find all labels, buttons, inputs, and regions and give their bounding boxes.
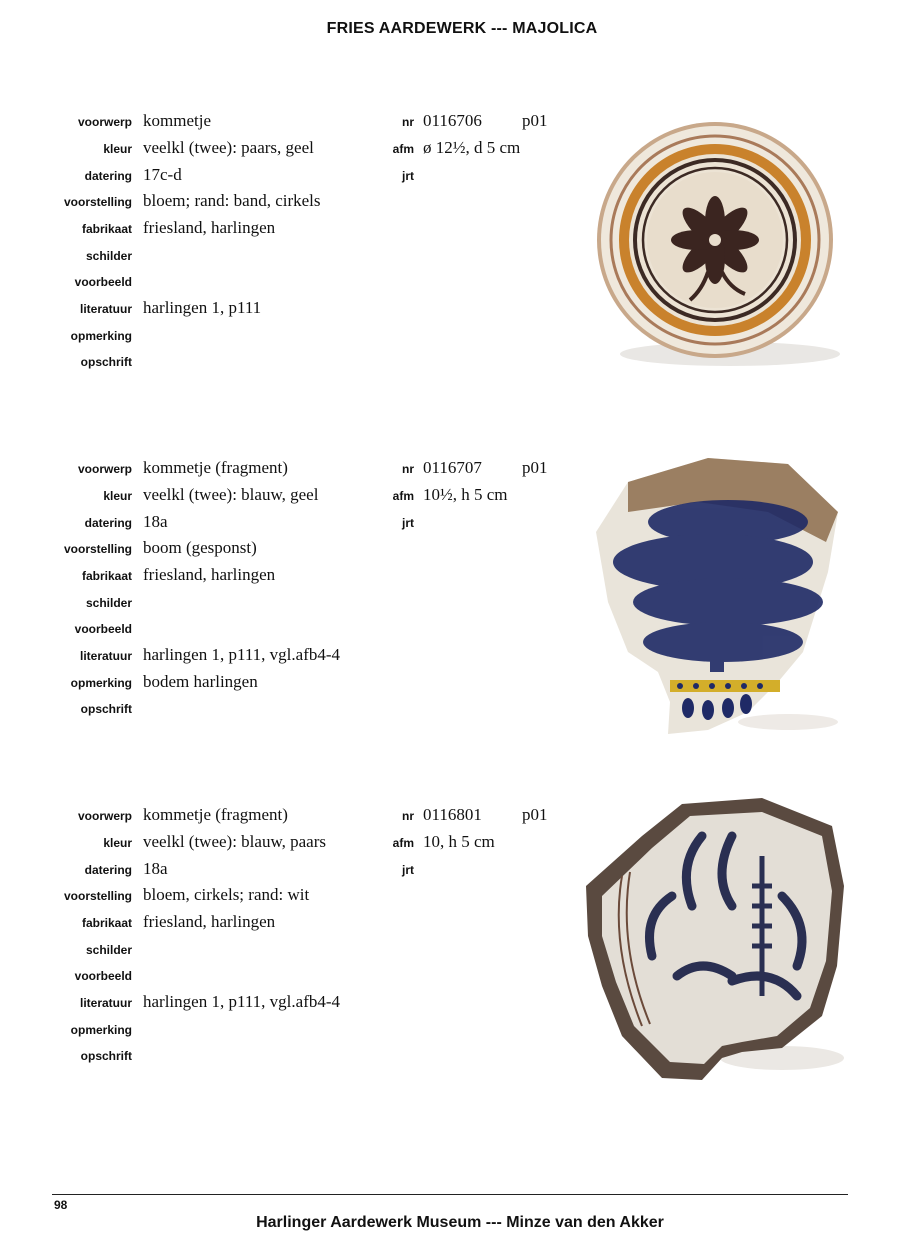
- label-voorbeeld: voorbeeld: [74, 969, 132, 983]
- value-datering: 17c-d: [143, 165, 182, 184]
- value-kleur: veelkl (twee): paars, geel: [143, 138, 314, 157]
- label-jrt: jrt: [402, 863, 414, 877]
- label-voorstelling: voorstelling: [63, 195, 132, 209]
- label-voorwerp: voorwerp: [77, 809, 132, 823]
- label-datering: datering: [84, 169, 132, 183]
- value-datering: 18a: [143, 512, 168, 531]
- label-nr: nr: [402, 115, 414, 129]
- value-literatuur: harlingen 1, p111: [143, 298, 262, 317]
- label-fabrikaat: fabrikaat: [81, 222, 132, 236]
- value-voorwerp: kommetje: [143, 111, 211, 130]
- label-nr: nr: [402, 809, 414, 823]
- label-nr: nr: [402, 462, 414, 476]
- value-voorstelling: bloem; rand: band, cirkels: [143, 191, 321, 210]
- value-afm: ø 12½, d 5 cm: [423, 138, 521, 157]
- value-voorwerp: kommetje (fragment): [143, 458, 288, 477]
- value-kleur: veelkl (twee): blauw, paars: [143, 832, 326, 851]
- label-kleur: kleur: [103, 489, 132, 503]
- label-voorbeeld: voorbeeld: [74, 622, 132, 636]
- value-literatuur: harlingen 1, p111, vgl.afb4-4: [143, 645, 341, 664]
- label-voorstelling: voorstelling: [63, 889, 132, 903]
- label-literatuur: literatuur: [79, 302, 132, 316]
- page-number: 98: [54, 1198, 68, 1212]
- label-voorwerp: voorwerp: [77, 462, 132, 476]
- label-fabrikaat: fabrikaat: [81, 569, 132, 583]
- label-kleur: kleur: [103, 836, 132, 850]
- page-header-title: FRIES AARDEWERK --- MAJOLICA: [326, 20, 598, 37]
- label-kleur: kleur: [103, 142, 132, 156]
- label-voorbeeld: voorbeeld: [74, 275, 132, 289]
- label-schilder: schilder: [85, 249, 132, 263]
- value-voorwerp: kommetje (fragment): [143, 805, 288, 824]
- value-code: p01: [522, 111, 548, 130]
- value-literatuur: harlingen 1, p111, vgl.afb4-4: [143, 992, 341, 1011]
- value-datering: 18a: [143, 859, 168, 878]
- value-fabrikaat: friesland, harlingen: [143, 218, 276, 237]
- label-opmerking: opmerking: [70, 1023, 132, 1037]
- label-afm: afm: [392, 489, 414, 503]
- value-code: p01: [522, 805, 548, 824]
- label-schilder: schilder: [85, 943, 132, 957]
- value-fabrikaat: friesland, harlingen: [143, 565, 276, 584]
- label-opmerking: opmerking: [70, 676, 132, 690]
- label-voorwerp: voorwerp: [77, 115, 132, 129]
- value-afm: 10½, h 5 cm: [423, 485, 508, 504]
- label-afm: afm: [392, 836, 414, 850]
- label-jrt: jrt: [402, 169, 414, 183]
- value-fabrikaat: friesland, harlingen: [143, 912, 276, 931]
- bowl-photo: [590, 122, 850, 372]
- value-nr: 0116801: [423, 805, 482, 824]
- label-afm: afm: [392, 142, 414, 156]
- footer-rule: [52, 1194, 848, 1195]
- footer-title: Harlinger Aardewerk Museum --- Minze van den Akker: [256, 1214, 664, 1231]
- value-code: p01: [522, 458, 548, 477]
- label-jrt: jrt: [402, 516, 414, 530]
- value-voorstelling: boom (gesponst): [143, 538, 257, 557]
- label-schilder: schilder: [85, 596, 132, 610]
- label-datering: datering: [84, 516, 132, 530]
- value-afm: 10, h 5 cm: [423, 832, 495, 851]
- value-opmerking: bodem harlingen: [143, 672, 258, 691]
- label-opschrift: opschrift: [80, 702, 132, 716]
- value-nr: 0116706: [423, 111, 482, 130]
- value-voorstelling: bloem, cirkels; rand: wit: [143, 885, 310, 904]
- value-nr: 0116707: [423, 458, 482, 477]
- label-literatuur: literatuur: [79, 996, 132, 1010]
- label-voorstelling: voorstelling: [63, 542, 132, 556]
- label-opmerking: opmerking: [70, 329, 132, 343]
- label-opschrift: opschrift: [80, 1049, 132, 1063]
- label-datering: datering: [84, 863, 132, 877]
- value-kleur: veelkl (twee): blauw, geel: [143, 485, 319, 504]
- label-literatuur: literatuur: [79, 649, 132, 663]
- fragment-photo: [588, 452, 844, 742]
- label-fabrikaat: fabrikaat: [81, 916, 132, 930]
- label-opschrift: opschrift: [80, 355, 132, 369]
- fragment-photo: [582, 796, 848, 1088]
